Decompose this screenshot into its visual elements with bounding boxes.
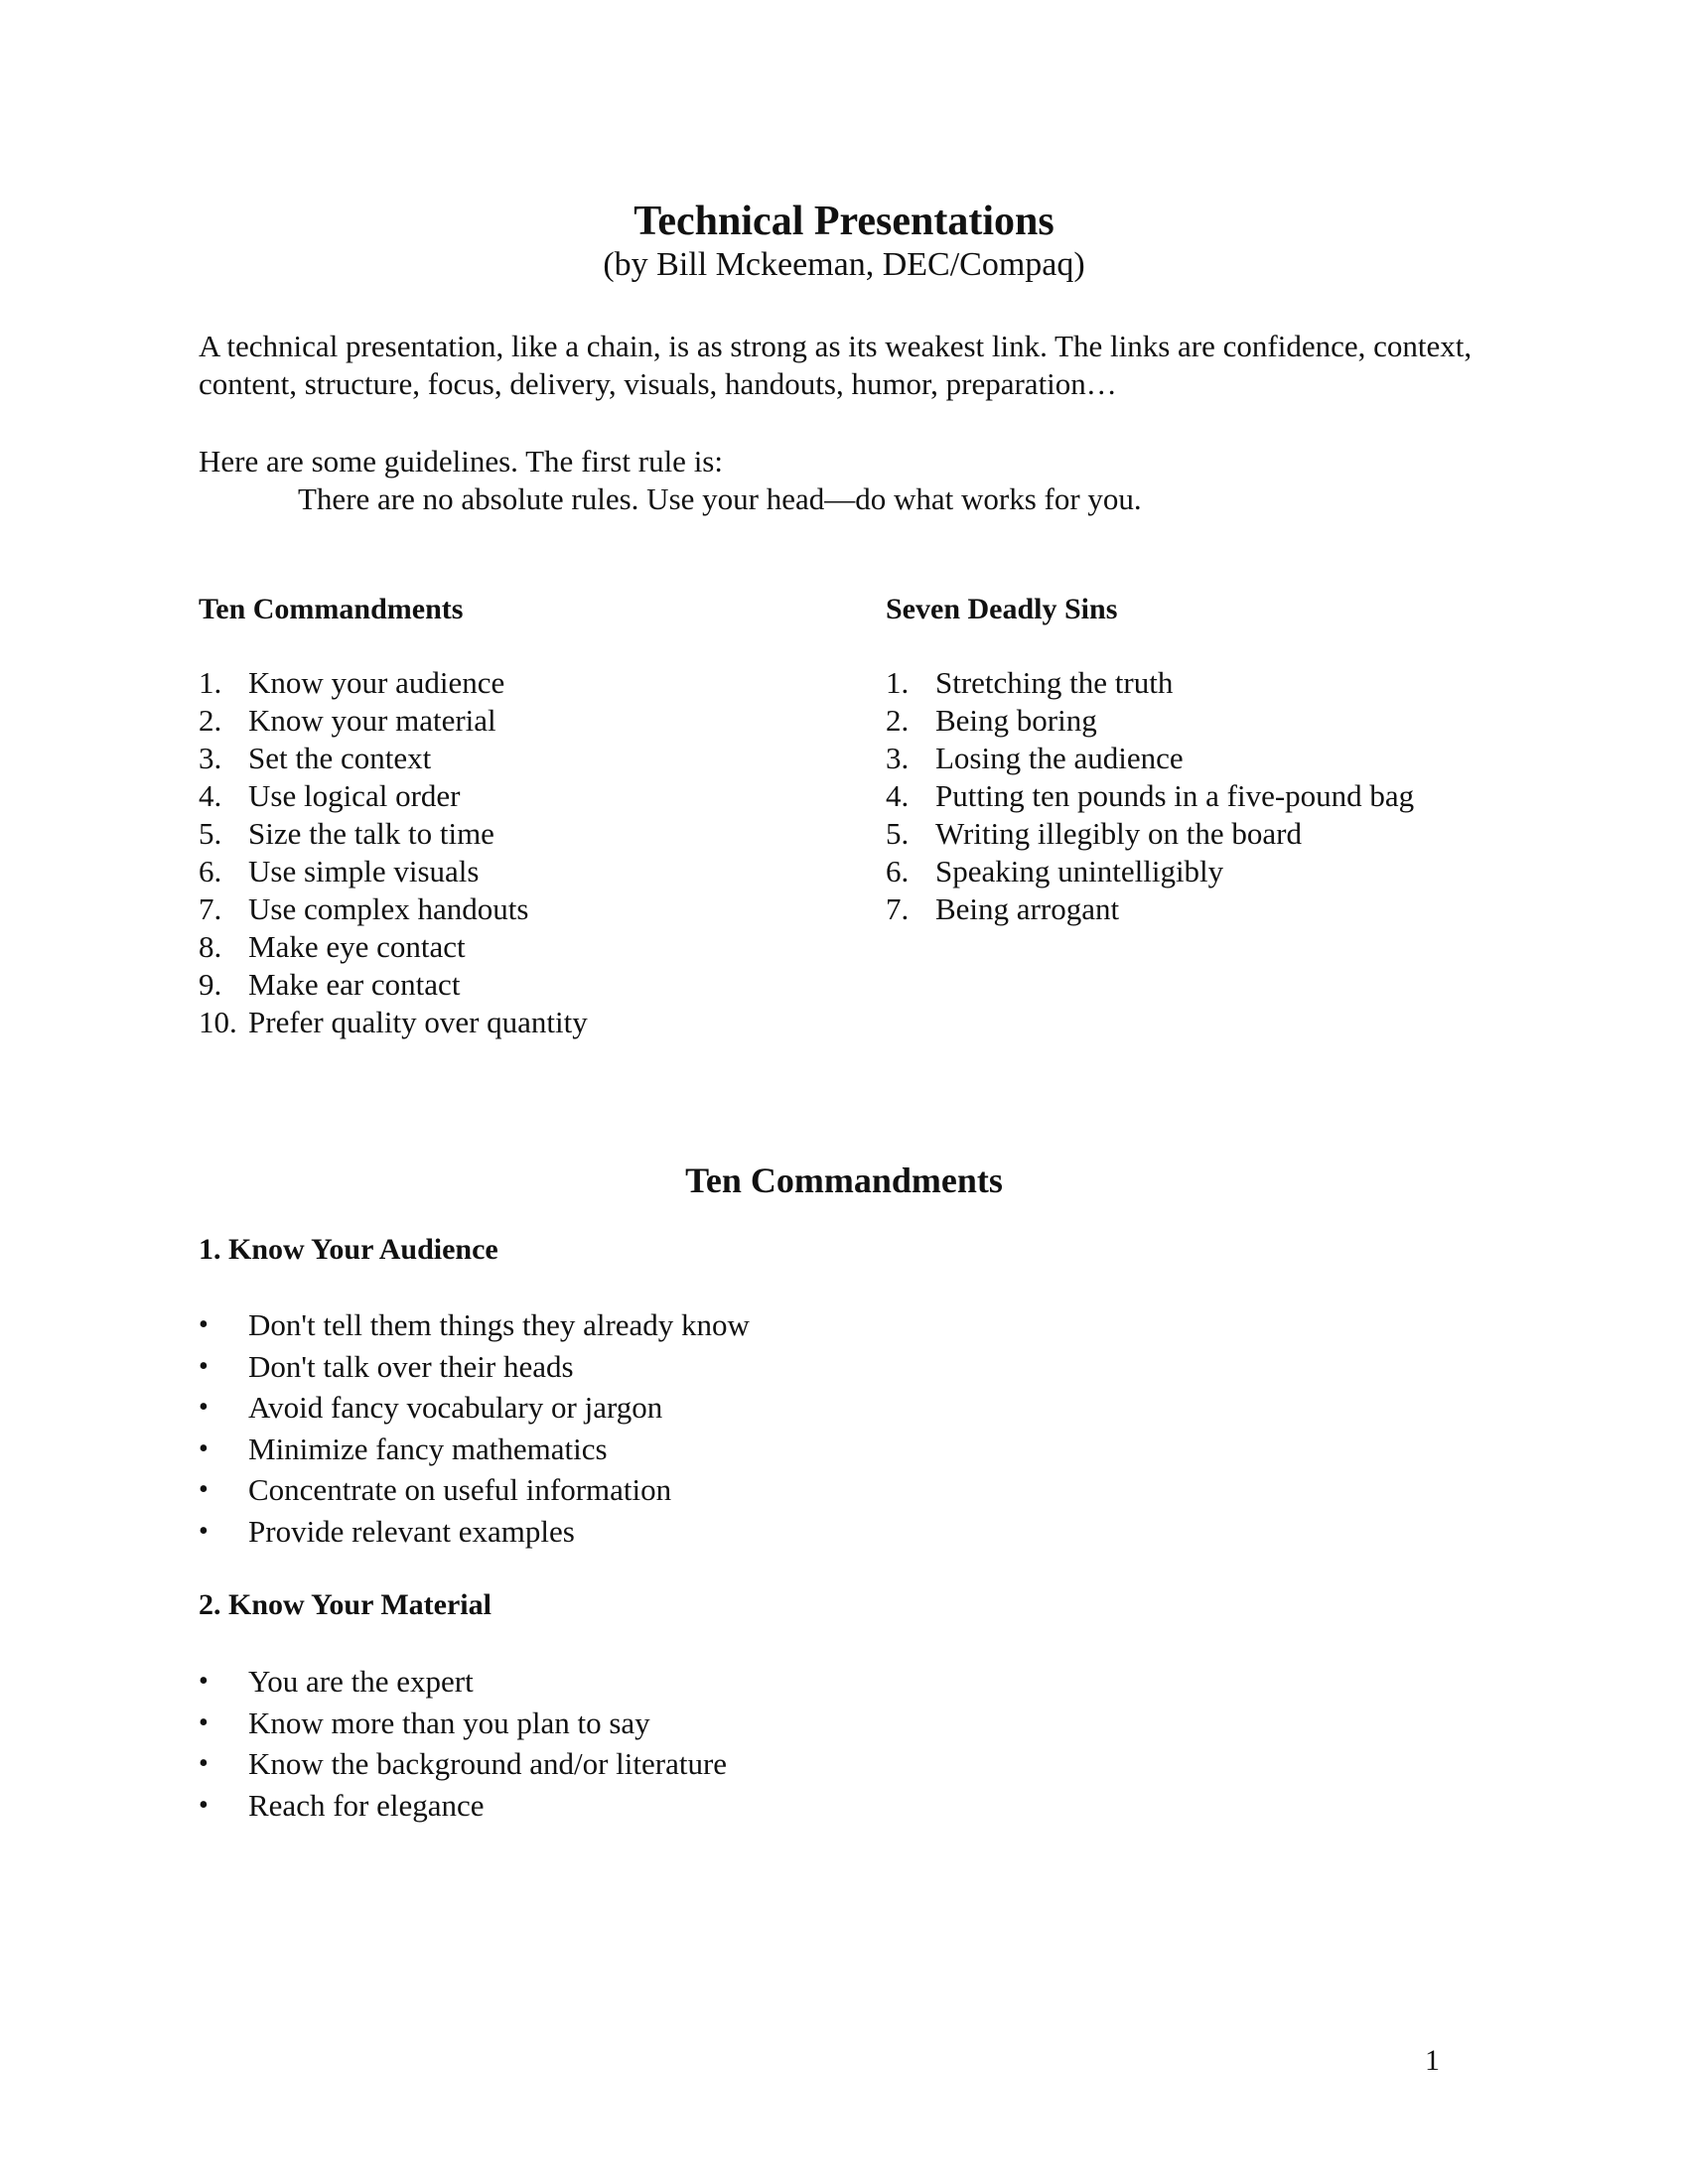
list-item xyxy=(886,890,1414,928)
list-item-number: 2. xyxy=(199,703,222,738)
list-item-number: 1. xyxy=(886,665,910,700)
list-item-text: Use complex handouts xyxy=(248,891,529,926)
list-item-text: Stretching the truth xyxy=(935,665,1174,700)
list-item-number: 10. xyxy=(199,1005,237,1039)
list-item-number: 7. xyxy=(886,891,910,926)
ten-commandments-list xyxy=(199,664,588,1041)
ten-commandments-section-title: Ten Commandments xyxy=(685,1160,1003,1200)
know-material-bullets xyxy=(199,1661,727,1826)
bullet-marker: • xyxy=(199,1474,209,1505)
bullet-text: Avoid fancy vocabulary or jargon xyxy=(248,1390,663,1425)
list-item-text: Know your material xyxy=(248,703,496,738)
list-item xyxy=(886,664,1414,702)
seven-sins-list-heading: Seven Deadly Sins xyxy=(886,593,1118,625)
list-item xyxy=(886,815,1414,853)
bullet-item xyxy=(199,1743,727,1785)
bullet-text: Know more than you plan to say xyxy=(248,1705,650,1740)
bullet-text: Reach for elegance xyxy=(248,1787,485,1823)
page-number: 1 xyxy=(1425,2044,1440,2077)
bullet-marker: • xyxy=(199,1309,209,1340)
list-item xyxy=(199,966,588,1004)
section-heading-know-audience: 1. Know Your Audience xyxy=(199,1233,498,1266)
guidelines-paragraph xyxy=(199,443,1509,518)
bullet-item xyxy=(199,1785,727,1827)
list-item xyxy=(199,1004,588,1041)
list-item-number: 2. xyxy=(886,703,910,738)
list-item-number: 1. xyxy=(199,665,222,700)
first-rule: There are no absolute rules. Use your head—do what works for you. xyxy=(298,481,1142,516)
list-item xyxy=(886,853,1414,890)
list-item-text: Use simple visuals xyxy=(248,854,480,888)
bullet-marker: • xyxy=(199,1706,209,1738)
bullet-marker: • xyxy=(199,1666,209,1697)
list-item-text: Prefer quality over quantity xyxy=(248,1005,588,1039)
list-item-number: 8. xyxy=(199,929,222,964)
list-item-text: Size the talk to time xyxy=(248,816,494,851)
list-item-text: Being boring xyxy=(935,703,1097,738)
list-item xyxy=(886,777,1414,815)
list-item-text: Set the context xyxy=(248,741,432,775)
bullet-item xyxy=(199,1304,750,1346)
bullet-item xyxy=(199,1511,750,1553)
bullet-item xyxy=(199,1661,727,1703)
bullet-item xyxy=(199,1703,727,1744)
bullet-item xyxy=(199,1387,750,1429)
bullet-marker: • xyxy=(199,1515,209,1547)
bullet-text: Provide relevant examples xyxy=(248,1513,575,1549)
bullet-marker: • xyxy=(199,1350,209,1382)
list-item-text: Losing the audience xyxy=(935,741,1184,775)
document-title: Technical Presentations xyxy=(633,199,1055,244)
list-item xyxy=(886,702,1414,740)
guidelines-intro: Here are some guidelines. The first rule is: xyxy=(199,444,723,478)
ten-commandments-list-heading: Ten Commandments xyxy=(199,593,464,625)
list-item-number: 4. xyxy=(199,778,222,813)
list-item-text: Use logical order xyxy=(248,778,461,813)
list-item xyxy=(199,928,588,966)
list-item xyxy=(199,740,588,777)
list-item-text: Putting ten pounds in a five-pound bag xyxy=(935,778,1415,813)
bullet-text: You are the expert xyxy=(248,1664,474,1699)
bullet-item xyxy=(199,1429,750,1470)
list-item xyxy=(886,740,1414,777)
bullet-item xyxy=(199,1346,750,1388)
bullet-text: Concentrate on useful information xyxy=(248,1472,672,1507)
intro-paragraph: A technical presentation, like a chain, is as strong as its weakest link. The links are confidence, context, content, structure, focus, delivery, visuals, handouts, humor, preparation… xyxy=(199,329,1473,401)
list-item-number: 6. xyxy=(199,854,222,888)
list-item xyxy=(199,777,588,815)
list-item-number: 3. xyxy=(199,741,222,775)
list-item xyxy=(199,815,588,853)
list-item xyxy=(199,890,588,928)
list-item xyxy=(199,702,588,740)
list-item-text: Being arrogant xyxy=(935,891,1120,926)
list-item-text: Make ear contact xyxy=(248,967,461,1002)
bullet-marker: • xyxy=(199,1789,209,1821)
bullet-text: Don't tell them things they already know xyxy=(248,1307,750,1342)
bullet-marker: • xyxy=(199,1392,209,1423)
list-item-text: Make eye contact xyxy=(248,929,466,964)
bullet-marker: • xyxy=(199,1748,209,1779)
bullet-text: Know the background and/or literature xyxy=(248,1746,728,1781)
know-audience-bullets xyxy=(199,1304,750,1552)
bullet-item xyxy=(199,1469,750,1511)
list-item-number: 5. xyxy=(199,816,222,851)
list-item xyxy=(199,664,588,702)
bullet-text: Minimize fancy mathematics xyxy=(248,1431,608,1466)
list-item-number: 6. xyxy=(886,854,910,888)
section-heading-know-material: 2. Know Your Material xyxy=(199,1588,492,1621)
list-item xyxy=(199,853,588,890)
bullet-marker: • xyxy=(199,1433,209,1464)
document-subtitle: (by Bill Mckeeman, DEC/Compaq) xyxy=(603,246,1085,283)
list-item-number: 4. xyxy=(886,778,910,813)
list-item-number: 7. xyxy=(199,891,222,926)
list-item-text: Speaking unintelligibly xyxy=(935,854,1224,888)
list-item-number: 9. xyxy=(199,967,222,1002)
seven-sins-list xyxy=(886,664,1414,928)
list-item-text: Writing illegibly on the board xyxy=(935,816,1302,851)
bullet-text: Don't talk over their heads xyxy=(248,1348,574,1384)
list-item-text: Know your audience xyxy=(248,665,505,700)
list-item-number: 5. xyxy=(886,816,910,851)
list-item-number: 3. xyxy=(886,741,910,775)
